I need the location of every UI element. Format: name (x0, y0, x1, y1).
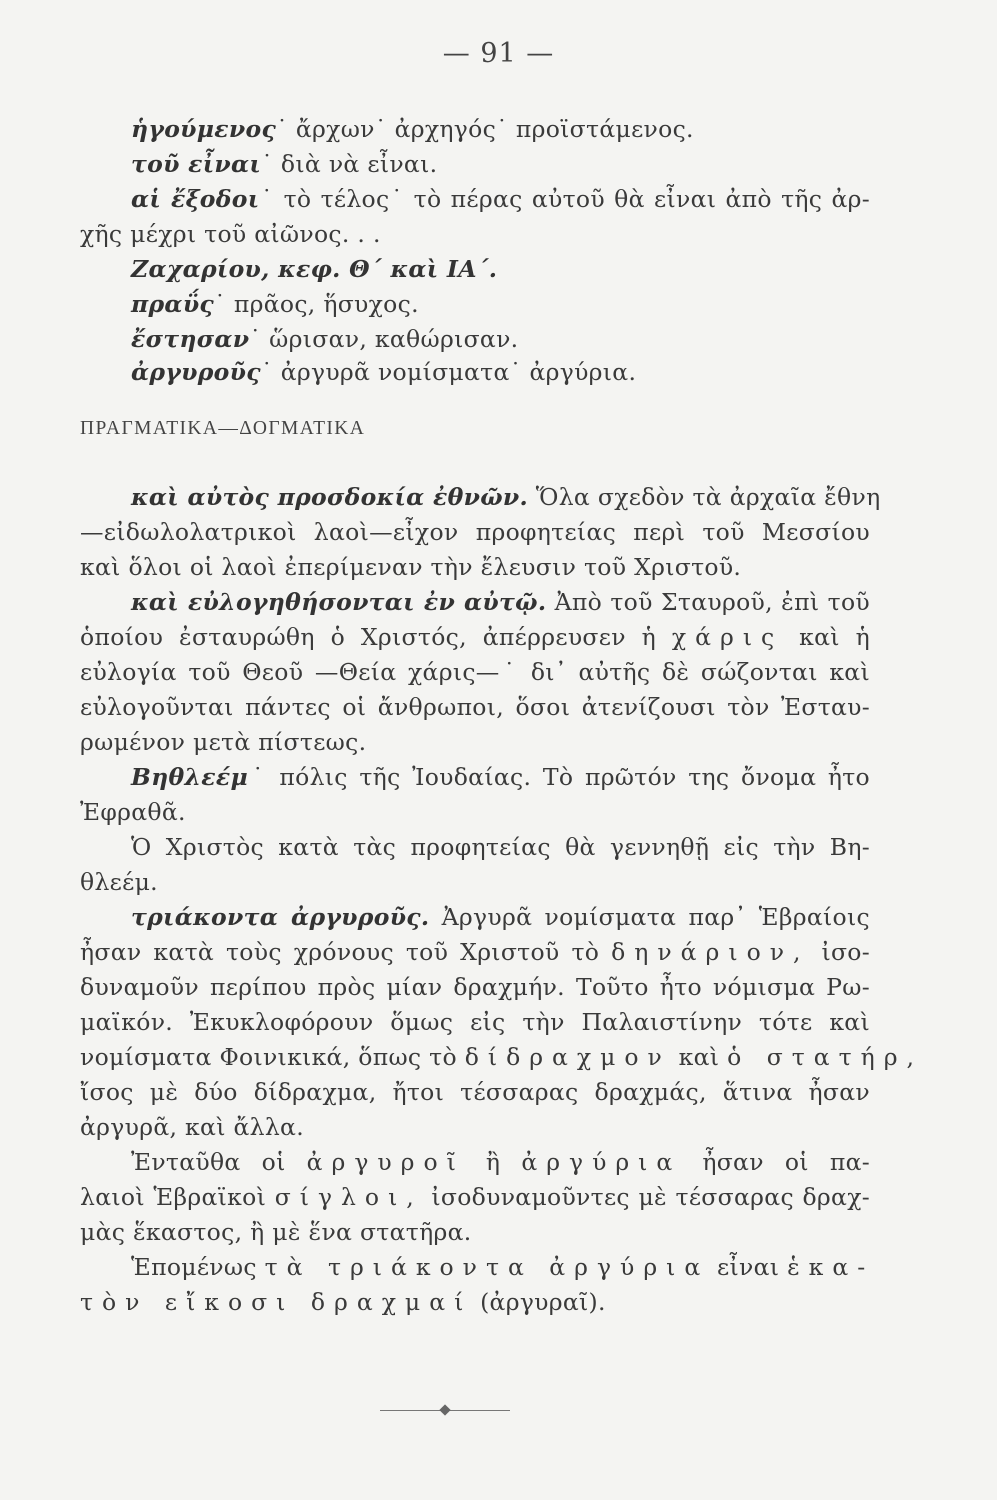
glossary-term: αἱ ἔξοδοι (131, 185, 260, 213)
body-line: μαϊκόν. Ἐκυκλοφόρουν ὅμως εἰς τὴν Παλαιστίνην τότε καὶ (80, 1008, 870, 1036)
glossary-term: Ζαχαρίου, κεφ. Θ΄ καὶ ΙΑ΄. (131, 255, 498, 283)
spaced-word: δίδραχμον (464, 1043, 671, 1071)
glossary-term: πραΰς (131, 290, 215, 318)
spaced-word: σίγλοι, (274, 1183, 423, 1211)
glossary-definition: πρᾶος, ἥσυχος. (233, 290, 419, 318)
body-line: ἀργυρᾶ, καὶ ἄλλα. (80, 1113, 304, 1141)
glossary-definition: ὥρισαν, καθώρισαν. (269, 325, 519, 353)
glossary-entry: αἱ ἔξοδοι˙ τὸ τέλος˙ τὸ πέρας αὐτοῦ θὰ εἶναι ἀπὸ τῆς ἀρ- (131, 185, 870, 213)
glossary-definition: διὰ νὰ εἶναι. (280, 150, 438, 178)
body-line: λαιοὶ Ἑβραϊκοὶ σίγλοι, ἰσοδυναμοῦντες μὲ τέσσαρας δραχ- (80, 1183, 870, 1211)
glossary-term: ἔστησαν (131, 325, 250, 353)
body-line: —εἰδωλολατρικοὶ λαοὶ—εἶχον προφητείας περὶ τοῦ Μεσσίου (80, 518, 870, 546)
body-line: ὁποίου ἐσταυρώθη ὁ Χριστός, ἀπέρρευσεν ἡ χάρις καὶ ἡ (80, 623, 870, 651)
page-number: — 91 — (442, 38, 555, 69)
glossary-entry: ἀργυροῦς˙ ἀργυρᾶ νομίσματα˙ ἀργύρια. (131, 358, 637, 386)
body-line: δυναμοῦν περίπου πρὸς μίαν δραχμήν. Τοῦτο ἦτο νόμισμα Ρω- (80, 973, 870, 1001)
spaced-word: ὁ στατήρ, (727, 1043, 923, 1071)
body-line: ἴσος μὲ δύο δίδραχμα, ἤτοι τέσσαρας δραχμάς, ἅτινα ἦσαν (80, 1078, 870, 1106)
diamond-ornament-icon (439, 1404, 450, 1415)
body-line: ἦσαν κατὰ τοὺς χρόνους τοῦ Χριστοῦ τὸ δηνάριον, ἰσο- (80, 938, 870, 966)
spaced-word: ἀργύρια (521, 1148, 682, 1176)
body-line: εὐλογία τοῦ Θεοῦ —Θεία χάρις—˙ δι᾽ αὐτῆς δὲ σώζονται καὶ (80, 658, 870, 686)
body-line: Ἑπομένως τὰ τριάκοντα ἀργύρια εἶναι ἑκα- (131, 1253, 875, 1281)
glossary-entry: ἔστησαν˙ ὥρισαν, καθώρισαν. (131, 325, 519, 353)
spaced-word: χάρις (671, 623, 784, 651)
glossary-term: ἀργυροῦς (131, 358, 261, 386)
spaced-word: τὸν εἴκοσι δραχμαί (80, 1288, 473, 1316)
spaced-word: ἀργυροῖ (306, 1148, 465, 1176)
body-line: καὶ ὅλοι οἱ λαοὶ ἐπερίμεναν τὴν ἔλευσιν τοῦ Χριστοῦ. (80, 553, 742, 581)
body-line: Ἐνταῦθα οἱ ἀργυροῖ ἢ ἀργύρια ἦσαν οἱ πα- (131, 1148, 870, 1176)
spaced-word: ἑκα- (787, 1253, 875, 1281)
body-line: νομίσματα Φοινικικά, ὅπως τὸ δίδραχμον καὶ ὁ στατήρ, (80, 1043, 923, 1071)
body-line: τὸν εἴκοσι δραχμαί (ἀργυραῖ). (80, 1288, 606, 1316)
body-line: καὶ αὐτὸς προσδοκία ἐθνῶν. Ὅλα σχεδὸν τὰ ἀρχαῖα ἔθνη (131, 483, 881, 511)
body-term: Βηθλεέμ (131, 763, 248, 791)
body-term: καὶ αὐτὸς προσδοκία ἐθνῶν. (131, 483, 528, 511)
body-line: καὶ εὐλογηθήσονται ἐν αὐτῷ. Ἀπὸ τοῦ Σταυροῦ, ἐπὶ τοῦ (131, 588, 870, 616)
body-line: μὰς ἕκαστος, ἢ μὲ ἕνα στατῆρα. (80, 1218, 472, 1246)
glossary-entry: ἡγούμενος˙ ἄρχων˙ ἀρχηγός˙ προϊστάμενος. (131, 115, 694, 143)
body-line: Ἐφραθᾶ. (80, 798, 186, 826)
glossary-definition: ἀργυρᾶ νομίσματα˙ ἀργύρια. (280, 358, 637, 386)
glossary-term: ἡγούμενος (131, 115, 277, 143)
glossary-reference (131, 254, 870, 284)
glossary-definition: ἄρχων˙ ἀρχηγός˙ προϊστάμενος. (295, 115, 694, 143)
body-line: τριάκοντα ἀργυροῦς. Ἀργυρᾶ νομίσματα παρ᾽ Ἑβραίοις (131, 903, 870, 931)
body-line: Βηθλεέμ˙ πόλις τῆς Ἰουδαίας. Τὸ πρῶτόν της ὄνομα ἦτο (131, 763, 870, 791)
body-line: ρωμένον μετὰ πίστεως. (80, 728, 367, 756)
body-line: Ὁ Χριστὸς κατὰ τὰς προφητείας θὰ γεννηθῇ εἰς τὴν Βη- (131, 833, 870, 861)
body-line: εὐλογοῦνται πάντες οἱ ἄνθρωποι, ὅσοι ἀτενίζουσι τὸν Ἐσταυ- (80, 693, 870, 721)
body-term: τριάκοντα ἀργυροῦς. (131, 903, 430, 931)
spaced-word: δηνάριον, (611, 938, 810, 966)
glossary-definition: τὸ τέλος˙ τὸ πέρας αὐτοῦ θὰ εἶναι ἀπὸ τῆς ἀρ- (283, 185, 870, 213)
section-heading: ΠΡΑΓΜΑΤΙΚΑ—ΔΟΓΜΑΤΙΚΑ (80, 418, 366, 439)
body-term: καὶ εὐλογηθήσονται ἐν αὐτῷ. (131, 588, 547, 616)
body-line: θλεέμ. (80, 868, 158, 896)
glossary-entry: πραΰς˙ πρᾶος, ἥσυχος. (131, 290, 419, 318)
glossary-continuation: χῆς μέχρι τοῦ αἰῶνος. . . (80, 220, 381, 248)
spaced-word: τὰ τριάκοντα ἀργύρια (264, 1253, 710, 1281)
glossary-term: τοῦ εἶναι (131, 150, 262, 178)
glossary-entry: τοῦ εἶναι˙ διὰ νὰ εἶναι. (131, 150, 438, 178)
